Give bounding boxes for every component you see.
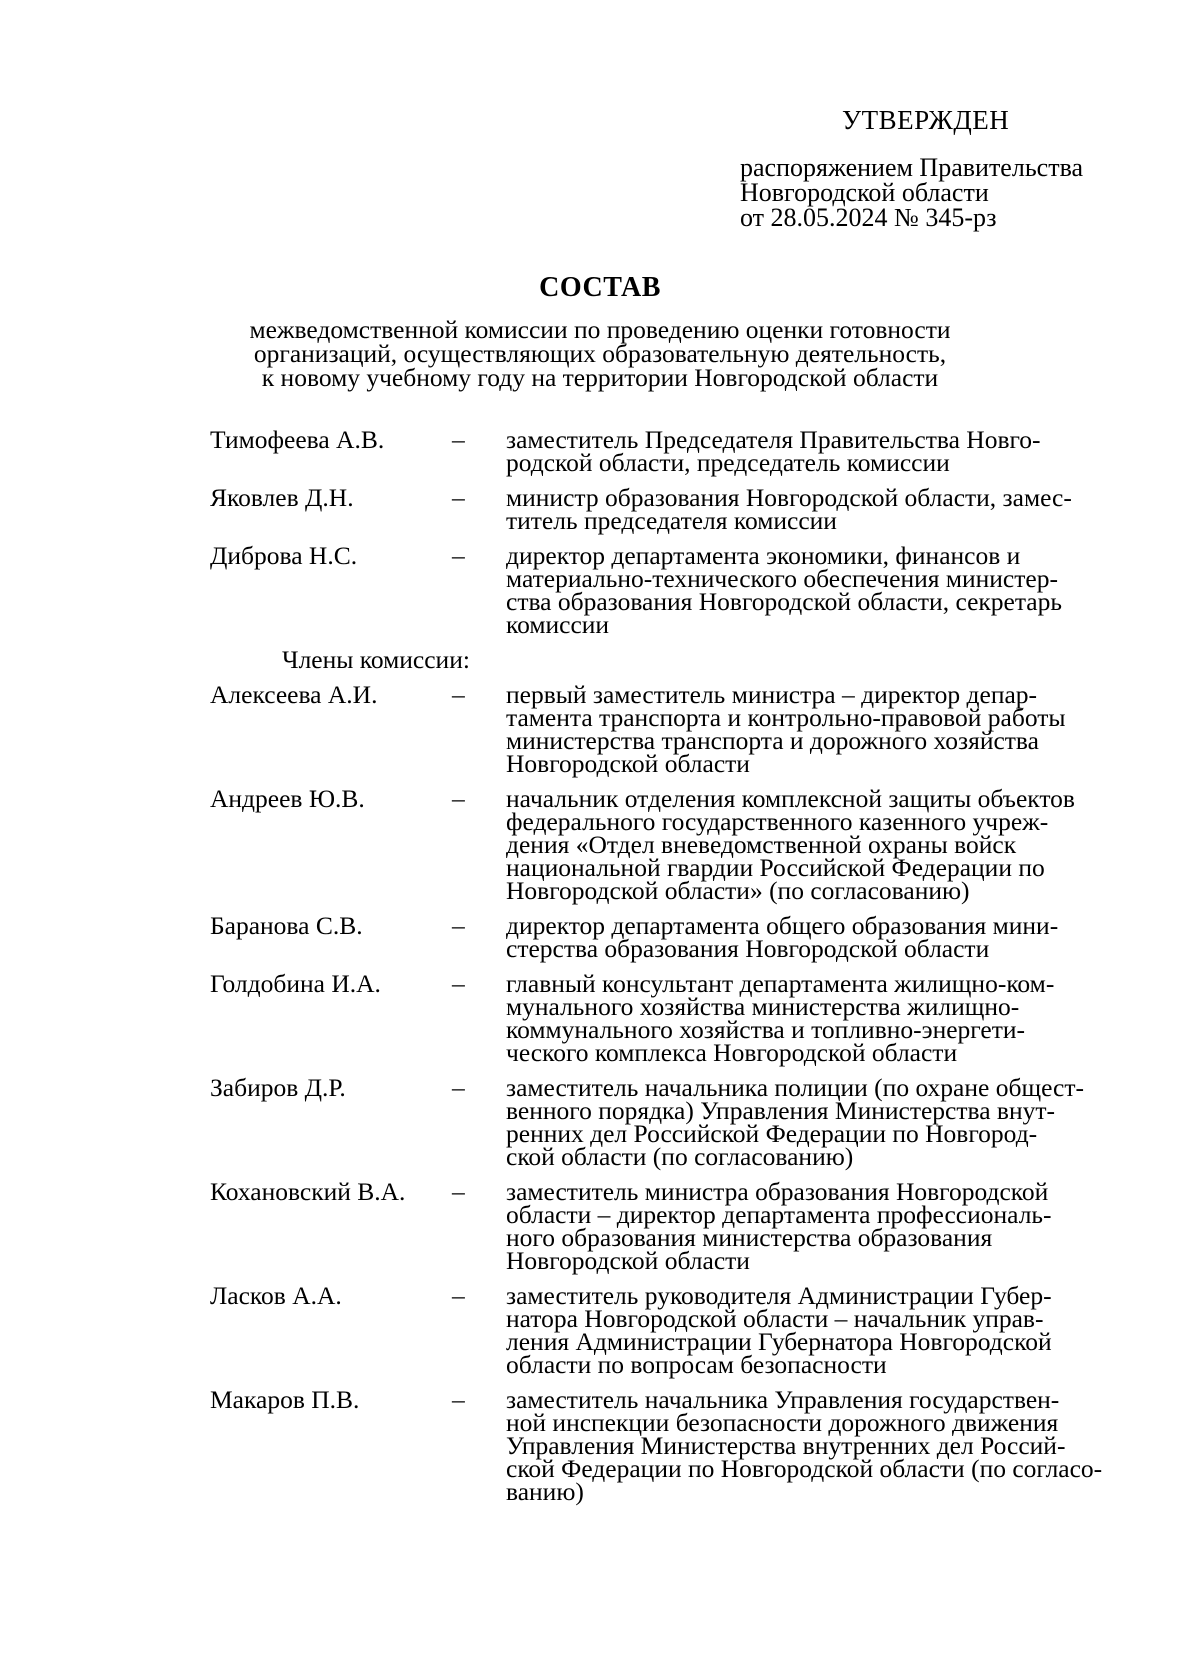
member-role [506, 1281, 1096, 1379]
member-name: Алексеева А.И. [210, 680, 378, 709]
member-role-line: области – директор департамента профессиональ- [506, 1200, 1052, 1229]
member-role-line: ской Федерации по Новгородской области (по согласо- [506, 1454, 1103, 1483]
member-role-line: ства образования Новгородской области, секретарь [506, 587, 1062, 616]
member-dash: – [452, 1281, 465, 1310]
commission-member-list [210, 425, 1130, 1515]
member-name: Голдобина И.А. [210, 969, 381, 998]
member-role-line: главный консультант департамента жилищно-ком- [506, 969, 1055, 998]
member-role-line: первый заместитель министра – директор депар- [506, 680, 1038, 709]
member-role-line: заместитель министра образования Новгородской [506, 1177, 1049, 1206]
member-role-line: директор департамента общего образования мини- [506, 911, 1059, 940]
approval-title: УТВЕРЖДЕН [842, 105, 1010, 135]
member-row [210, 483, 1130, 535]
member-dash: – [452, 911, 465, 940]
member-role-line: директор департамента экономики, финансов и [506, 541, 1021, 570]
member-role-line: федерального государственного казенного учреж- [506, 807, 1049, 836]
member-row [210, 911, 1130, 963]
member-role [506, 425, 1096, 477]
member-role-line: материально-технического обеспечения министер- [506, 564, 1058, 593]
member-name: Диброва Н.С. [210, 541, 358, 570]
member-role-line: дения «Отдел вневедомственной охраны войск [506, 830, 1017, 859]
member-role-line: заместитель Председателя Правительства Новго- [506, 425, 1041, 454]
member-dash: – [452, 541, 465, 570]
member-dash: – [452, 680, 465, 709]
member-role-line: титель председателя комиссии [506, 506, 837, 535]
member-name: Ласков А.А. [210, 1281, 342, 1310]
leadership-list [210, 425, 1130, 639]
member-row [210, 1385, 1130, 1506]
document-subtitle [0, 315, 1200, 392]
member-row [210, 680, 1130, 778]
member-role-line: ской области (по согласованию) [506, 1142, 854, 1171]
subtitle-line: межведомственной комиссии по проведению оценки готовности [249, 315, 951, 344]
member-name: Андреев Ю.В. [210, 784, 365, 813]
member-role [506, 541, 1096, 639]
member-dash: – [452, 1385, 465, 1414]
document-title: СОСТАВ [539, 272, 661, 303]
member-dash: – [452, 1177, 465, 1206]
member-role [506, 1385, 1103, 1506]
member-role-line: родской области, председатель комиссии [506, 448, 950, 477]
approval-block [740, 105, 1180, 232]
member-name: Яковлев Д.Н. [210, 483, 354, 512]
member-role-line: национальной гвардии Российской Федерации по [506, 853, 1045, 882]
member-role [506, 784, 1096, 905]
member-role-line: заместитель начальника полиции (по охране общест- [506, 1073, 1084, 1102]
member-name: Баранова С.В. [210, 911, 363, 940]
subtitle-line: организаций, осуществляющих образовательную деятельность, [253, 339, 947, 368]
member-name: Кохановский В.А. [210, 1177, 406, 1206]
approval-line-region: Новгородской области [740, 178, 989, 207]
member-role-line: ренних дел Российской Федерации по Новгород- [506, 1119, 1038, 1148]
member-name: Забиров Д.Р. [210, 1073, 346, 1102]
member-role-line: Управления Министерства внутренних дел Россий- [506, 1431, 1066, 1460]
member-dash: – [452, 483, 465, 512]
subtitle-line: к новому учебному году на территории Новгородской области [261, 363, 939, 392]
member-role-line: ческого комплекса Новгородской области [506, 1038, 958, 1067]
member-role [506, 969, 1096, 1067]
member-dash: – [452, 969, 465, 998]
member-role-line: Новгородской области» (по согласованию) [506, 876, 970, 905]
approval-line-date-number: от 28.05.2024 № 345-рз [740, 203, 997, 232]
member-role-line: Новгородской области [506, 1246, 750, 1275]
member-role-line: венного порядка) Управления Министерства внут- [506, 1096, 1055, 1125]
member-role-line: мунального хозяйства министерства жилищно- [506, 992, 1020, 1021]
member-role-line: министр образования Новгородской области, замес- [506, 483, 1072, 512]
member-dash: – [452, 1073, 465, 1102]
member-role-line: стерства образования Новгородской области [506, 934, 990, 963]
member-role-line: министерства транспорта и дорожного хозяйства [506, 726, 1039, 755]
member-role-line: ванию) [506, 1477, 584, 1506]
member-role-line: ного образования министерства образования [506, 1223, 993, 1252]
member-row [210, 1177, 1130, 1275]
member-dash: – [452, 784, 465, 813]
member-role-line: области по вопросам безопасности [506, 1350, 887, 1379]
member-row [210, 1281, 1130, 1379]
member-role-line: комиссии [506, 610, 610, 639]
approval-line-order: распоряжением Правительства [740, 153, 1084, 182]
member-dash: – [452, 425, 465, 454]
member-role-line: ной инспекции безопасности дорожного движения [506, 1408, 1059, 1437]
member-role-line: Новгородской области [506, 749, 750, 778]
member-row [210, 784, 1130, 905]
member-role [506, 911, 1096, 963]
member-role-line: коммунального хозяйства и топливно-энергети- [506, 1015, 1026, 1044]
member-name: Тимофеева А.В. [210, 425, 385, 454]
member-role-line: заместитель начальника Управления государствен- [506, 1385, 1060, 1414]
member-role-line: тамента транспорта и контрольно-правовой работы [506, 703, 1066, 732]
members-section-label: Члены комиссии: [282, 645, 470, 674]
member-role [506, 1177, 1096, 1275]
member-name: Макаров П.В. [210, 1385, 360, 1414]
member-role [506, 1073, 1096, 1171]
member-row [210, 425, 1130, 477]
member-role-line: заместитель руководителя Администрации Губер- [506, 1281, 1052, 1310]
member-role [506, 483, 1096, 535]
member-role-line: натора Новгородской области – начальник управ- [506, 1304, 1044, 1333]
member-role-line: ления Администрации Губернатора Новгородской [506, 1327, 1052, 1356]
member-row [210, 1073, 1130, 1171]
member-row [210, 541, 1130, 639]
member-role [506, 680, 1096, 778]
member-row [210, 969, 1130, 1067]
member-role-line: начальник отделения комплексной защиты объектов [506, 784, 1075, 813]
members-list [210, 680, 1130, 1506]
